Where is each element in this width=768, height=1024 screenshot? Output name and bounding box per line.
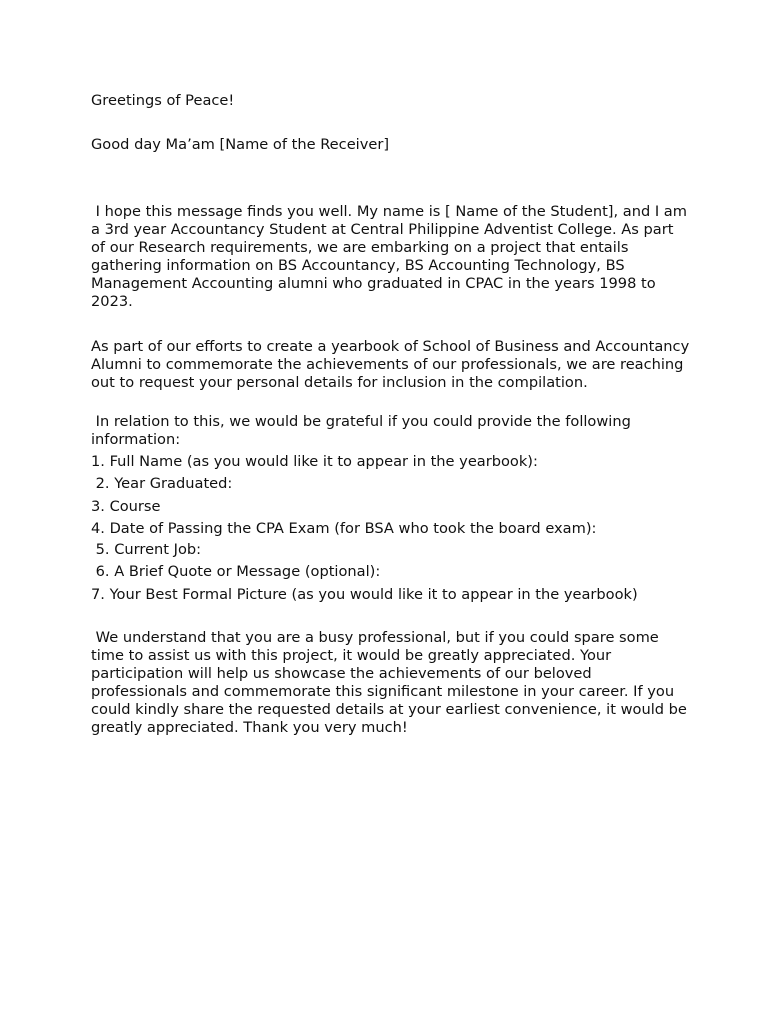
purpose-paragraph: As part of our efforts to create a yearbook of School of Business and Accountancy Alumni to commemorate the achievements of our professionals, we are reaching out to request your personal details for inclusion in the compilation. [91, 338, 694, 391]
list-item: 3. Course [91, 498, 161, 515]
greeting: Greetings of Peace! [91, 92, 235, 109]
list-item: 4. Date of Passing the CPA Exam (for BSA who took the board exam): [91, 520, 597, 537]
list-item: 1. Full Name (as you would like it to appear in the yearbook): [91, 453, 538, 470]
request-paragraph: In relation to this, we would be grateful if you could provide the following information: [91, 413, 636, 448]
list-item: 7. Your Best Formal Picture (as you would like it to appear in the yearbook) [91, 586, 638, 603]
list-item: 2. Year Graduated: [91, 475, 233, 492]
closing-paragraph: We understand that you are a busy professional, but if you could spare some time to assist us with this project, it would be greatly appreciated. Your participation will help us showcase the achievements of our beloved professionals and commemorate this significant milestone in your career. If you could kindly share the requested details at your earliest convenience, it would be greatly appreciated. Thank you very much! [91, 629, 692, 736]
list-item: 6. A Brief Quote or Message (optional): [91, 563, 381, 580]
salutation: Good day Ma’am [Name of the Receiver] [91, 136, 390, 153]
list-item: 5. Current Job: [91, 541, 202, 558]
intro-paragraph: I hope this message finds you well. My name is [ Name of the Student], and I am a 3rd year Accountancy Student at Central Philippine Adventist College. As part of our Research requirements, we are embarking on a project that entails gathering information on BS Accountancy, BS Accounting Technology, BS Management Accounting alumni who graduated in CPAC in the years 1998 to 2023. [91, 203, 692, 310]
